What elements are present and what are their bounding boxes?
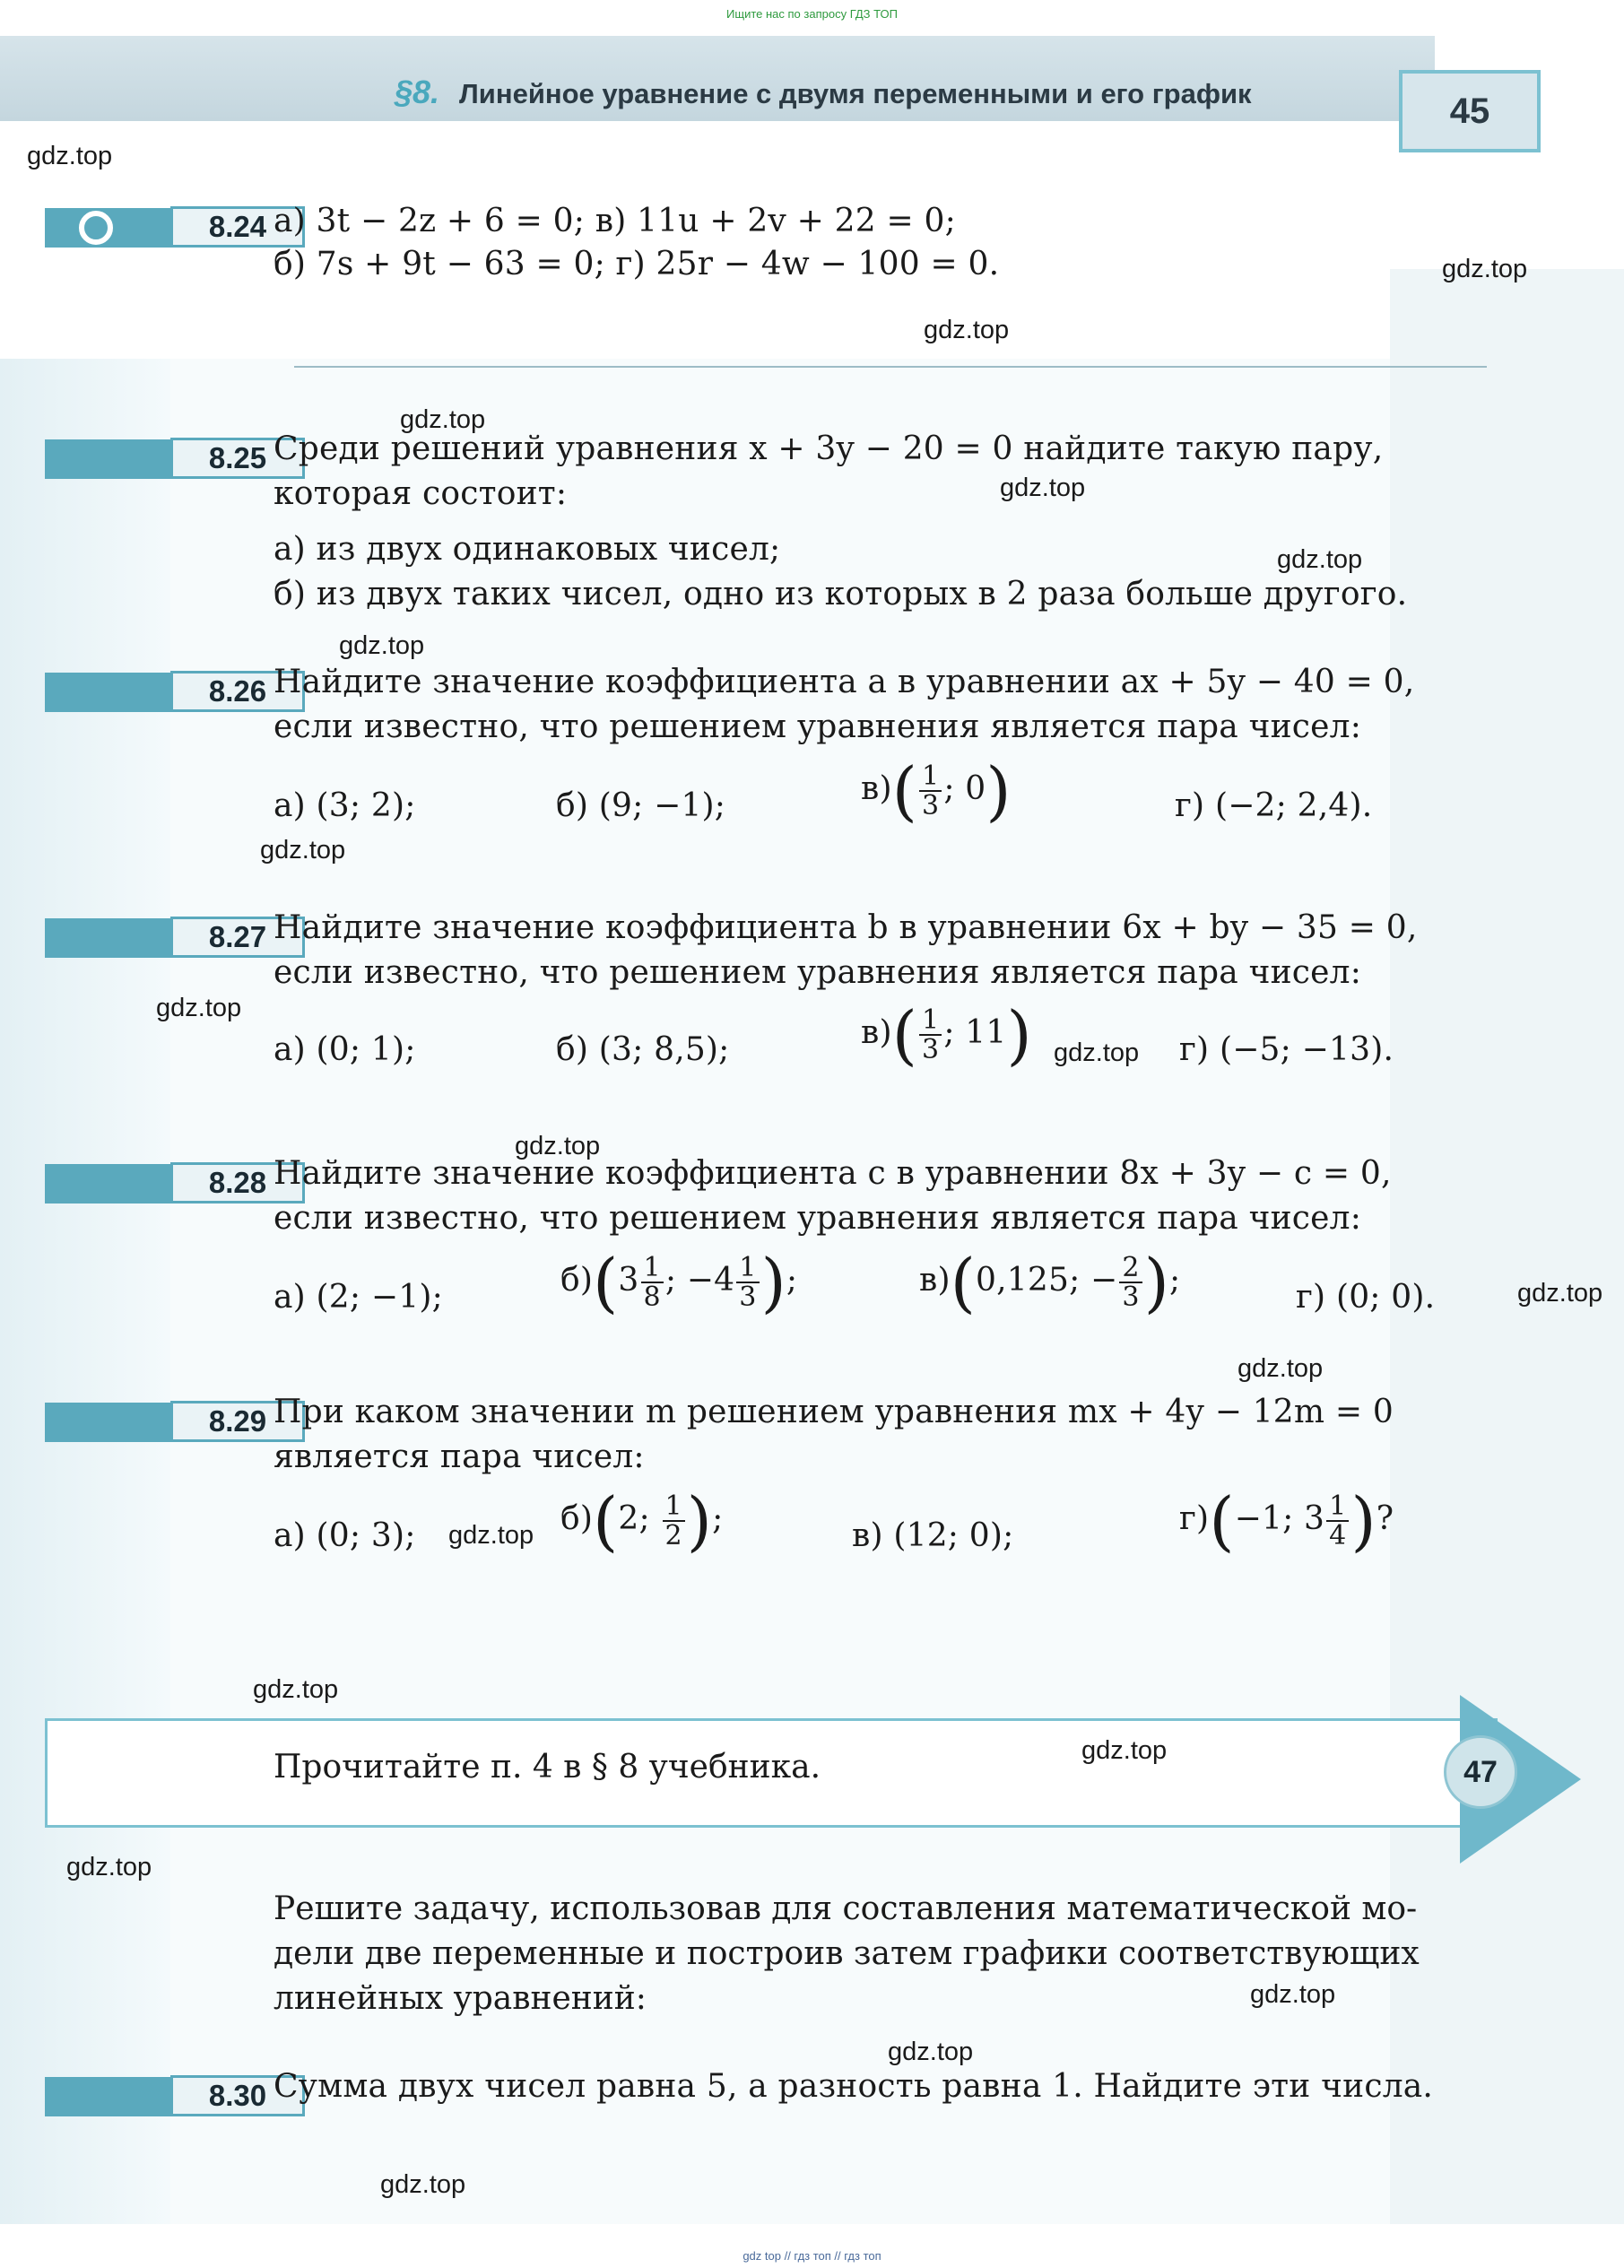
problem-line: Найдите значение коэффициента c в уравнении 8x + 3y − c = 0,: [274, 1155, 1392, 1192]
option-a: а) (2; −1);: [274, 1279, 443, 1316]
watermark: gdz.top: [1250, 1980, 1336, 2009]
watermark: gdz.top: [515, 1132, 601, 1160]
watermark: gdz.top: [448, 1521, 534, 1550]
problem-line: а) 3t − 2z + 6 = 0; в) 11u + 2v + 22 = 0;: [274, 203, 956, 239]
problem-number: 8.28: [170, 1162, 305, 1204]
fraction: $\frac{1}{3}$: [919, 762, 942, 821]
fraction: $\frac{1}{3}$: [919, 1006, 942, 1064]
top-hint: Ищите нас по запросу ГДЗ ТОП: [726, 7, 898, 21]
problem-number: 8.24: [170, 206, 305, 248]
option-d: г) (−2; 2,4).: [1175, 787, 1373, 824]
separator-line: [294, 366, 1487, 368]
option-d: г) (0; 0).: [1296, 1279, 1436, 1316]
problem-line: б) из двух таких чисел, одно из которых в 2 раза больше другого.: [274, 576, 1408, 613]
watermark: gdz.top: [260, 836, 346, 865]
watermark: gdz.top: [400, 405, 486, 434]
option-a: а) (3; 2);: [274, 787, 416, 824]
watermark: gdz.top: [380, 2170, 466, 2199]
problem-line: Найдите значение коэффициента b в уравнении 6x + by − 35 = 0,: [274, 909, 1418, 946]
problem-number: 8.30: [170, 2075, 305, 2116]
problem-line: если известно, что решением уравнения является пара чисел:: [274, 1200, 1362, 1237]
option-b: б)(2; $\frac{1}{2}$ );: [560, 1483, 724, 1559]
instruction-line: Решите задачу, использовав для составления математической мо-: [274, 1890, 1418, 1927]
watermark: gdz.top: [1277, 545, 1363, 574]
fraction: $\frac{1}{8}$: [641, 1254, 664, 1312]
fraction: $\frac{1}{4}$: [1326, 1492, 1349, 1551]
reading-assignment-text: Прочитайте п. 4 в § 8 учебника.: [274, 1749, 821, 1786]
option-c: в)( $\frac{1}{3}$ ; 11): [861, 997, 1032, 1073]
bottom-hint: gdz top // гдз топ // гдз топ: [743, 2249, 881, 2263]
problem-line: является пара чисел:: [274, 1438, 645, 1475]
watermark: gdz.top: [1054, 1038, 1140, 1067]
problem-line: б) 7s + 9t − 63 = 0; г) 25r − 4w − 100 = 0.: [274, 246, 1000, 282]
section-title-text: Линейное уравнение с двумя переменными и его график: [459, 78, 1252, 109]
option-c: в)( $\frac{1}{3}$ ; 0): [861, 753, 1012, 829]
problem-line: Среди решений уравнения x + 3y − 20 = 0 найдите такую пару,: [274, 430, 1384, 467]
problem-line: Найдите значение коэффициента a в уравнении ax + 5y − 40 = 0,: [274, 664, 1415, 700]
problem-number: 8.26: [170, 671, 305, 712]
problem-line: если известно, что решением уравнения является пара чисел:: [274, 954, 1362, 991]
fraction: $\frac{1}{2}$: [663, 1492, 685, 1551]
option-b: б) (9; −1);: [556, 787, 726, 824]
watermark: gdz.top: [156, 994, 242, 1022]
page-number: 45: [1399, 70, 1541, 152]
problem-line: если известно, что решением уравнения является пара чисел:: [274, 708, 1362, 745]
option-a: а) (0; 1);: [274, 1031, 416, 1068]
problem-number: 8.25: [170, 438, 305, 479]
watermark: gdz.top: [1517, 1279, 1603, 1308]
left-margin-band: [0, 359, 170, 2224]
watermark: gdz.top: [1442, 255, 1528, 283]
problem-line: а) из двух одинаковых чисел;: [274, 531, 781, 568]
fraction: $\frac{1}{3}$: [736, 1254, 759, 1312]
watermark: gdz.top: [253, 1675, 339, 1704]
problem-line: которая состоит:: [274, 475, 568, 512]
watermark: gdz.top: [888, 2038, 974, 2066]
watermark: gdz.top: [1000, 474, 1086, 502]
watermark: gdz.top: [66, 1853, 152, 1881]
option-c: в)(0,125; − $\frac{2}{3}$ );: [919, 1245, 1181, 1320]
page-reference-badge: 47: [1444, 1735, 1517, 1809]
problem-number: 8.29: [170, 1401, 305, 1442]
option-c: в) (12; 0);: [852, 1517, 1014, 1554]
fraction: $\frac{2}{3}$: [1119, 1254, 1142, 1312]
problem-number: 8.27: [170, 917, 305, 958]
section-number: §8.: [395, 74, 440, 110]
watermark: gdz.top: [1238, 1354, 1324, 1383]
watermark: gdz.top: [27, 142, 113, 170]
option-b: б) (3; 8,5);: [556, 1031, 730, 1068]
option-b: б)(3 $\frac{1}{8}$ ; −4 $\frac{1}{3}$ );: [560, 1245, 798, 1320]
watermark: gdz.top: [339, 631, 425, 660]
instruction-line: линейных уравнений:: [274, 1980, 647, 2017]
watermark: gdz.top: [1081, 1736, 1168, 1765]
option-d: г) (−5; −13).: [1179, 1031, 1394, 1068]
watermark: gdz.top: [924, 316, 1010, 344]
instruction-line: дели две переменные и построив затем графики соответствующих: [274, 1935, 1420, 1972]
section-title: [395, 74, 1252, 111]
option-a: а) (0; 3);: [274, 1517, 416, 1554]
problem-line: При каком значении m решением уравнения mx + 4y − 12m = 0: [274, 1394, 1394, 1430]
circle-marker-icon: [79, 211, 113, 245]
option-d: г)(−1; 3 $\frac{1}{4}$ )?: [1179, 1483, 1394, 1559]
problem-line: Сумма двух чисел равна 5, а разность равна 1. Найдите эти числа.: [274, 2068, 1434, 2105]
